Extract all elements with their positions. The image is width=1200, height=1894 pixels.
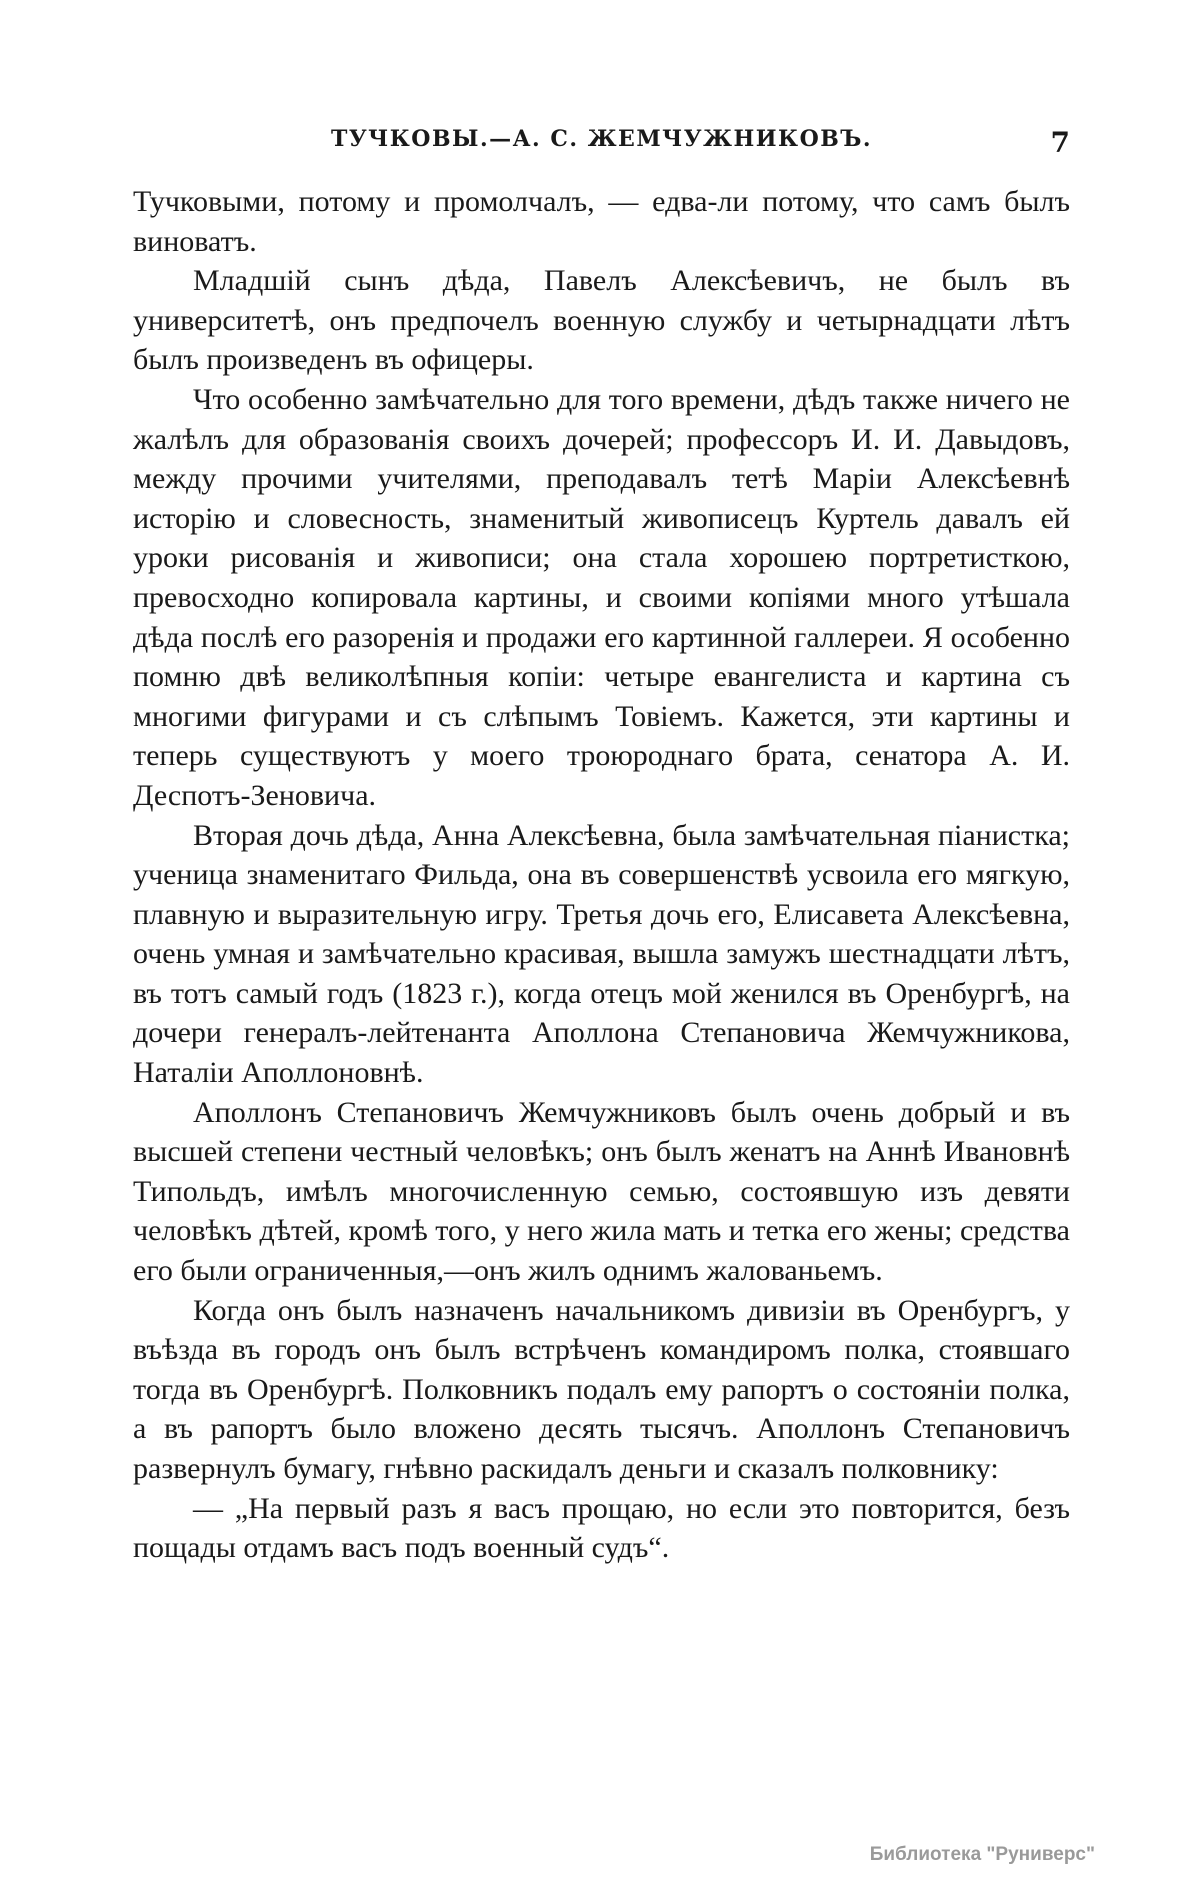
paragraph: Аполлонъ Степановичъ Жемчужниковъ былъ очень добрый и въ высшей степени честный человѣкъ; онъ былъ женатъ на Аннѣ Ивановнѣ Типольдъ, имѣлъ многочисленную семью, состоявшую изъ девяти человѣкъ дѣтей, кромѣ того, у него жила мать и тетка его жены; средства его были ограниченныя,—онъ жилъ однимъ жалованьемъ.: [133, 1095, 1070, 1288]
running-title: ТУЧКОВЫ.—А. С. ЖЕМЧУЖНИКОВЪ.: [330, 126, 873, 152]
paragraph: — „На первый разъ я васъ прощаю, но если это повторится, безъ пощады отдамъ васъ подъ военный судъ“.: [133, 1491, 1070, 1565]
paragraph: Что особенно замѣчательно для того времени, дѣдъ также ничего не жалѣлъ для образованія своихъ дочерей; профессоръ И. И. Давыдовъ, между прочими учителями, преподавалъ тетѣ Маріи Алексѣевнѣ исторію и словесность, знаменитый живописецъ Куртель давалъ ей уроки рисованія и живописи; она стала хорошею портретисткою, превосходно копировала картины, и своими копіями много утѣшала дѣда послѣ его разоренія и продажи его картинной галлереи. Я особенно помню двѣ великолѣпныя копіи: четыре евангелиста и картина съ многими фигурами и съ слѣпымъ Товіемъ. Кажется, эти картины и теперь существуютъ у моего троюроднаго брата, сенатора А. И. Деспотъ-Зеновича.: [133, 382, 1070, 812]
page-number: 7: [1050, 126, 1070, 159]
paragraph: Вторая дочь дѣда, Анна Алексѣевна, была замѣчательная піанистка; ученица знаменитаго Фильда, она въ совершенствѣ усвоила его мягкую, плавную и выразительную игру. Третья дочь его, Елисавета Алексѣевна, очень умная и замѣчательно красивая, вышла замужъ шестнадцати лѣтъ, въ тотъ самый годъ (1823 г.), когда отецъ мой женился въ Оренбургѣ, на дочери генералъ-лейтенанта Аполлона Степановича Жемчужникова, Наталіи Аполлоновнѣ.: [133, 818, 1070, 1090]
body-text: [133, 182, 1070, 1568]
paragraph: Тучковыми, потому и промолчалъ, — едва-ли потому, что самъ былъ виноватъ.: [133, 185, 1070, 258]
paragraph: Когда онъ былъ назначенъ начальникомъ дивизіи въ Оренбургъ, у въѣзда въ городъ онъ былъ встрѣченъ командиромъ полка, стоявшаго тогда въ Оренбургѣ. Полковникъ подалъ ему рапортъ о состояніи полка, а въ рапортъ было вложено десять тысячъ. Аполлонъ Степановичъ развернулъ бумагу, гнѣвно раскидалъ деньги и сказалъ полковнику:: [133, 1293, 1070, 1485]
running-head: [133, 126, 1070, 162]
library-watermark: Библиотека "Руниверс": [869, 1844, 1095, 1865]
paragraph: Младшій сынъ дѣда, Павелъ Алексѣевичъ, не былъ въ университетѣ, онъ предпочелъ военную службу и четырнадцати лѣтъ былъ произведенъ въ офицеры.: [133, 264, 1070, 377]
